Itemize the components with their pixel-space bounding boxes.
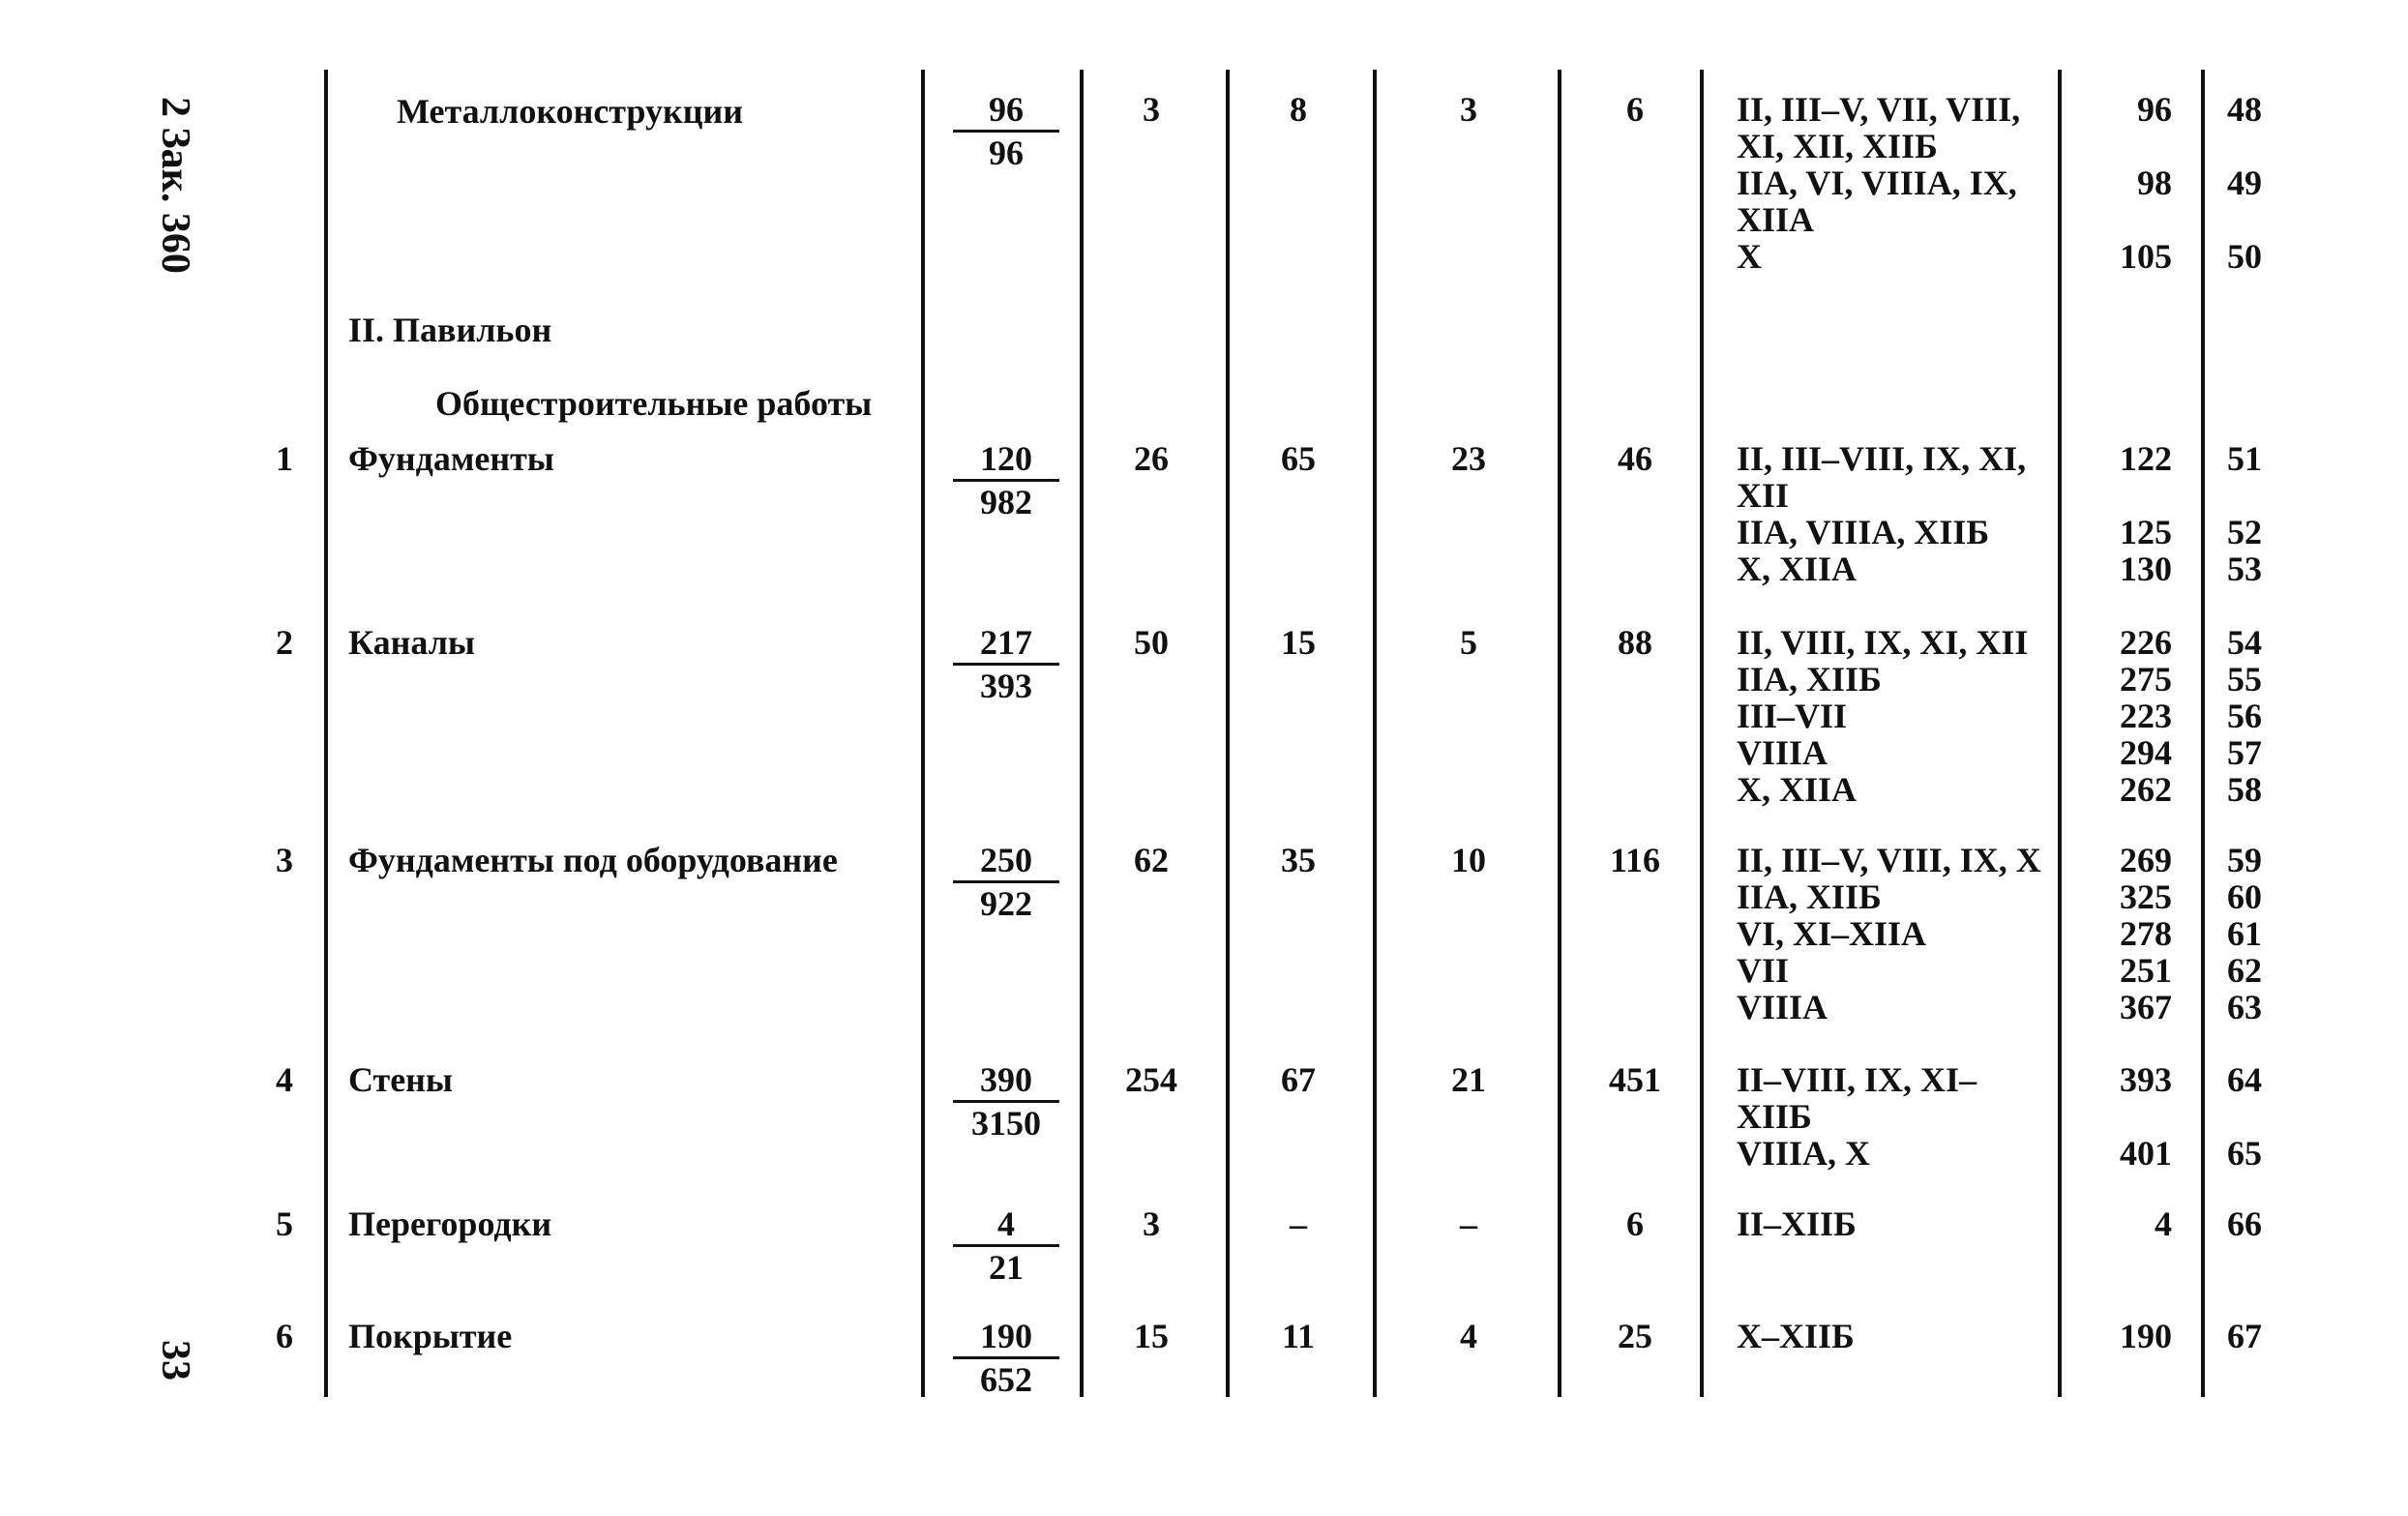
- ref-number: 57: [2227, 733, 2262, 772]
- cell-value: 3: [1460, 90, 1477, 129]
- value: 278: [2120, 914, 2172, 953]
- section-heading-general-works: Общестроительные работы: [435, 384, 873, 423]
- ref-number: 59: [2227, 841, 2262, 879]
- fraction-numerator: 120: [953, 440, 1059, 482]
- cell-value: 15: [1281, 623, 1316, 662]
- fraction-cell: [953, 91, 1059, 171]
- cell-value: 23: [1451, 439, 1486, 478]
- group-list: II, III–VIII, IX, XI, XII: [1737, 439, 2027, 515]
- value: 4: [2155, 1204, 2172, 1243]
- group-list: VI, XI–XIIA: [1737, 914, 1927, 953]
- fraction-cell: [953, 1205, 1059, 1286]
- value: 96: [2137, 90, 2172, 129]
- cell-value: 11: [1281, 1317, 1315, 1355]
- fraction-denominator: 982: [980, 483, 1032, 521]
- value: 122: [2120, 439, 2172, 478]
- row-name: Каналы: [348, 623, 475, 662]
- group-list: VIIIA: [1737, 988, 1828, 1026]
- table-rule: [921, 70, 925, 1397]
- row-name: Фундаменты под оборудование: [348, 841, 838, 879]
- fraction-denominator: 922: [980, 884, 1032, 923]
- row-index: 6: [276, 1317, 293, 1355]
- cell-value: 451: [1609, 1060, 1661, 1099]
- fraction-cell: [953, 624, 1059, 704]
- cell-value: 62: [1134, 841, 1169, 879]
- fraction-numerator: 4: [953, 1205, 1059, 1247]
- ref-number: 51: [2227, 439, 2262, 478]
- value: 223: [2120, 697, 2172, 735]
- ref-number: 52: [2227, 513, 2262, 551]
- row-index: 2: [276, 623, 293, 662]
- cell-value: 8: [1290, 90, 1307, 129]
- table-rule: [2058, 70, 2062, 1397]
- value: 262: [2120, 770, 2172, 809]
- fraction-cell: [953, 440, 1059, 520]
- margin-note-top: 2 Зак. 360: [153, 97, 197, 274]
- group-list: IIA, VIIIA, XIIБ: [1737, 513, 1990, 551]
- cell-value: 26: [1134, 439, 1169, 478]
- table-rule: [1700, 70, 1704, 1397]
- fraction-numerator: 190: [953, 1318, 1059, 1359]
- cell-value: 65: [1281, 439, 1316, 478]
- group-list: X–XIIБ: [1737, 1317, 1855, 1355]
- fraction-denominator: 3150: [971, 1104, 1041, 1143]
- row-name: Покрытие: [348, 1317, 513, 1355]
- section-heading-metal: Металлоконструкции: [397, 92, 743, 131]
- table-rule: [2201, 70, 2205, 1397]
- table-rule: [1373, 70, 1377, 1397]
- cell-value: 254: [1125, 1060, 1177, 1099]
- cell-value: 21: [1451, 1060, 1486, 1099]
- value: 294: [2120, 733, 2172, 772]
- value: 125: [2120, 513, 2172, 551]
- ref-number: 61: [2227, 914, 2262, 953]
- cell-value: 46: [1618, 439, 1652, 478]
- cell-value: 88: [1618, 623, 1652, 662]
- fraction-denominator: 96: [989, 134, 1024, 172]
- group-list: X: [1737, 237, 1762, 276]
- ref-number: 55: [2227, 660, 2262, 699]
- row-name: Стены: [348, 1060, 454, 1099]
- ref-number: 58: [2227, 770, 2262, 809]
- cell-value: 6: [1626, 90, 1644, 129]
- cell-value: 15: [1134, 1317, 1169, 1355]
- ref-number: 65: [2227, 1134, 2262, 1173]
- fraction-cell: [953, 842, 1059, 922]
- value: 269: [2120, 841, 2172, 879]
- cell-value: 116: [1609, 841, 1660, 879]
- cell-value: 3: [1143, 1204, 1160, 1243]
- row-index: 3: [276, 841, 293, 879]
- ref-number: 63: [2227, 988, 2262, 1026]
- value: 367: [2120, 988, 2172, 1026]
- ref-number: 56: [2227, 697, 2262, 735]
- group-list: II–VIII, IX, XI– XIIБ: [1737, 1060, 1977, 1136]
- group-list: II, VIII, IX, XI, XII: [1737, 623, 2029, 662]
- group-list: X, XIIA: [1737, 770, 1858, 809]
- cell-value: 35: [1281, 841, 1316, 879]
- ref-number: 67: [2227, 1317, 2262, 1355]
- value: 98: [2137, 163, 2172, 202]
- ref-number: 66: [2227, 1204, 2262, 1243]
- value: 325: [2120, 877, 2172, 916]
- cell-value: 4: [1460, 1317, 1477, 1355]
- group-list: II, III–V, VII, VIII, XI, XII, XIIБ: [1737, 90, 2021, 165]
- value: 401: [2120, 1134, 2172, 1173]
- cell-value: 3: [1143, 90, 1160, 129]
- ref-number: 60: [2227, 877, 2262, 916]
- ref-number: 50: [2227, 237, 2262, 276]
- value: 226: [2120, 623, 2172, 662]
- ref-number: 54: [2227, 623, 2262, 662]
- ref-number: 48: [2227, 90, 2262, 129]
- fraction-numerator: 96: [953, 91, 1059, 133]
- group-list: III–VII: [1737, 697, 1848, 735]
- cell-value: 5: [1460, 623, 1477, 662]
- page-number: 33: [153, 1340, 197, 1381]
- table-rule: [1226, 70, 1230, 1397]
- value: 105: [2120, 237, 2172, 276]
- value: 130: [2120, 550, 2172, 588]
- fraction-cell: [953, 1061, 1059, 1142]
- group-list: VIIIA, X: [1737, 1134, 1871, 1173]
- cell-value: –: [1290, 1204, 1307, 1243]
- table-rule: [1080, 70, 1084, 1397]
- fraction-denominator: 21: [989, 1248, 1024, 1287]
- cell-value: 25: [1618, 1317, 1652, 1355]
- table-rule: [1558, 70, 1561, 1397]
- value: 190: [2120, 1317, 2172, 1355]
- cell-value: 50: [1134, 623, 1169, 662]
- fraction-denominator: 652: [980, 1360, 1032, 1399]
- cell-value: –: [1460, 1204, 1477, 1243]
- fraction-denominator: 393: [980, 667, 1032, 705]
- row-index: 5: [276, 1204, 293, 1243]
- group-list: II–XIIБ: [1737, 1204, 1857, 1243]
- group-list: II, III–V, VIII, IX, X: [1737, 841, 2041, 879]
- group-list: IIA, XIIБ: [1737, 660, 1882, 699]
- ref-number: 53: [2227, 550, 2262, 588]
- ref-number: 62: [2227, 951, 2262, 990]
- group-list: VII: [1737, 951, 1790, 990]
- fraction-cell: [953, 1318, 1059, 1398]
- ref-number: 64: [2227, 1060, 2262, 1099]
- value: 393: [2120, 1060, 2172, 1099]
- group-list: X, XIIA: [1737, 550, 1858, 588]
- cell-value: 10: [1451, 841, 1486, 879]
- group-list: IIA, XIIБ: [1737, 877, 1882, 916]
- cell-value: 6: [1626, 1204, 1644, 1243]
- fraction-numerator: 217: [953, 624, 1059, 666]
- fraction-numerator: 390: [953, 1061, 1059, 1103]
- table-rule: [324, 70, 328, 1397]
- value: 275: [2120, 660, 2172, 699]
- value: 251: [2120, 951, 2172, 990]
- section-heading-pavilion: II. Павильон: [348, 311, 552, 349]
- group-list: IIA, VI, VIIIA, IX, XIIA: [1737, 163, 2017, 239]
- row-index: 4: [276, 1060, 293, 1099]
- cell-value: 67: [1281, 1060, 1316, 1099]
- ref-number: 49: [2227, 163, 2262, 202]
- row-index: 1: [276, 439, 293, 478]
- row-name: Фундаменты: [348, 439, 554, 478]
- fraction-numerator: 250: [953, 842, 1059, 883]
- group-list: VIIIA: [1737, 733, 1828, 772]
- row-name: Перегородки: [348, 1204, 552, 1243]
